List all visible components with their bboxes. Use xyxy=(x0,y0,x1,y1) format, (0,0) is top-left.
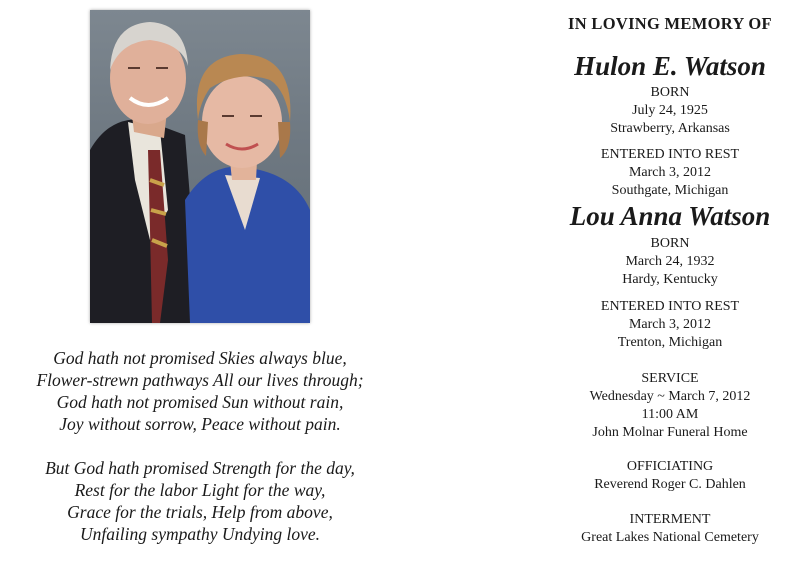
person-1-rest xyxy=(540,146,800,200)
poem-line: God hath not promised Skies always blue, xyxy=(53,348,347,368)
born-place: Strawberry, Arkansas xyxy=(610,121,730,136)
poem-line: Rest for the labor Light for the way, xyxy=(74,480,326,500)
interment-label: INTERMENT xyxy=(629,512,711,527)
poem-line: Unfailing sympathy Undying love. xyxy=(79,524,321,544)
memorial-heading: IN LOVING MEMORY OF xyxy=(568,14,772,33)
couple-portrait-illustration xyxy=(90,10,310,323)
born-date: July 24, 1925 xyxy=(632,103,708,118)
service-section xyxy=(540,370,800,442)
poem-line: God hath not promised Sun without rain, xyxy=(56,392,344,412)
poem-stanza-2 xyxy=(0,457,400,545)
interment-section xyxy=(540,511,800,547)
born-label: BORN xyxy=(650,236,690,251)
officiating-name: Reverend Roger C. Dahlen xyxy=(594,477,746,492)
poem xyxy=(0,347,400,545)
person-2-born xyxy=(540,235,800,289)
rest-place: Southgate, Michigan xyxy=(611,183,729,198)
poem-line: Flower-strewn pathways All our lives through; xyxy=(36,370,364,390)
service-date: Wednesday ~ March 7, 2012 xyxy=(589,389,751,404)
rest-label: ENTERED INTO REST xyxy=(600,299,740,314)
service-label: SERVICE xyxy=(641,371,699,386)
couple-photo xyxy=(90,10,310,323)
officiating-section xyxy=(540,458,800,494)
poem-line: Grace for the trials, Help from above, xyxy=(67,502,333,522)
poem-line: Joy without sorrow, Peace without pain. xyxy=(59,414,341,434)
person-2-rest xyxy=(540,298,800,352)
person-2-name: Lou Anna Watson xyxy=(569,201,771,231)
poem-line: But God hath promised Strength for the day, xyxy=(45,458,355,478)
rest-place: Trenton, Michigan xyxy=(617,335,723,350)
poem-stanza-1 xyxy=(0,347,400,435)
born-label: BORN xyxy=(650,85,690,100)
rest-date: March 3, 2012 xyxy=(628,317,712,332)
born-date: March 24, 1932 xyxy=(625,254,715,269)
service-time: 11:00 AM xyxy=(641,407,699,422)
person-1-name: Hulon E. Watson xyxy=(574,51,766,81)
rest-date: March 3, 2012 xyxy=(628,165,712,180)
interment-place: Great Lakes National Cemetery xyxy=(581,530,759,545)
born-place: Hardy, Kentucky xyxy=(622,272,718,287)
person-1-born xyxy=(540,84,800,138)
rest-label: ENTERED INTO REST xyxy=(600,147,740,162)
service-place: John Molnar Funeral Home xyxy=(592,425,748,440)
officiating-label: OFFICIATING xyxy=(626,459,714,474)
